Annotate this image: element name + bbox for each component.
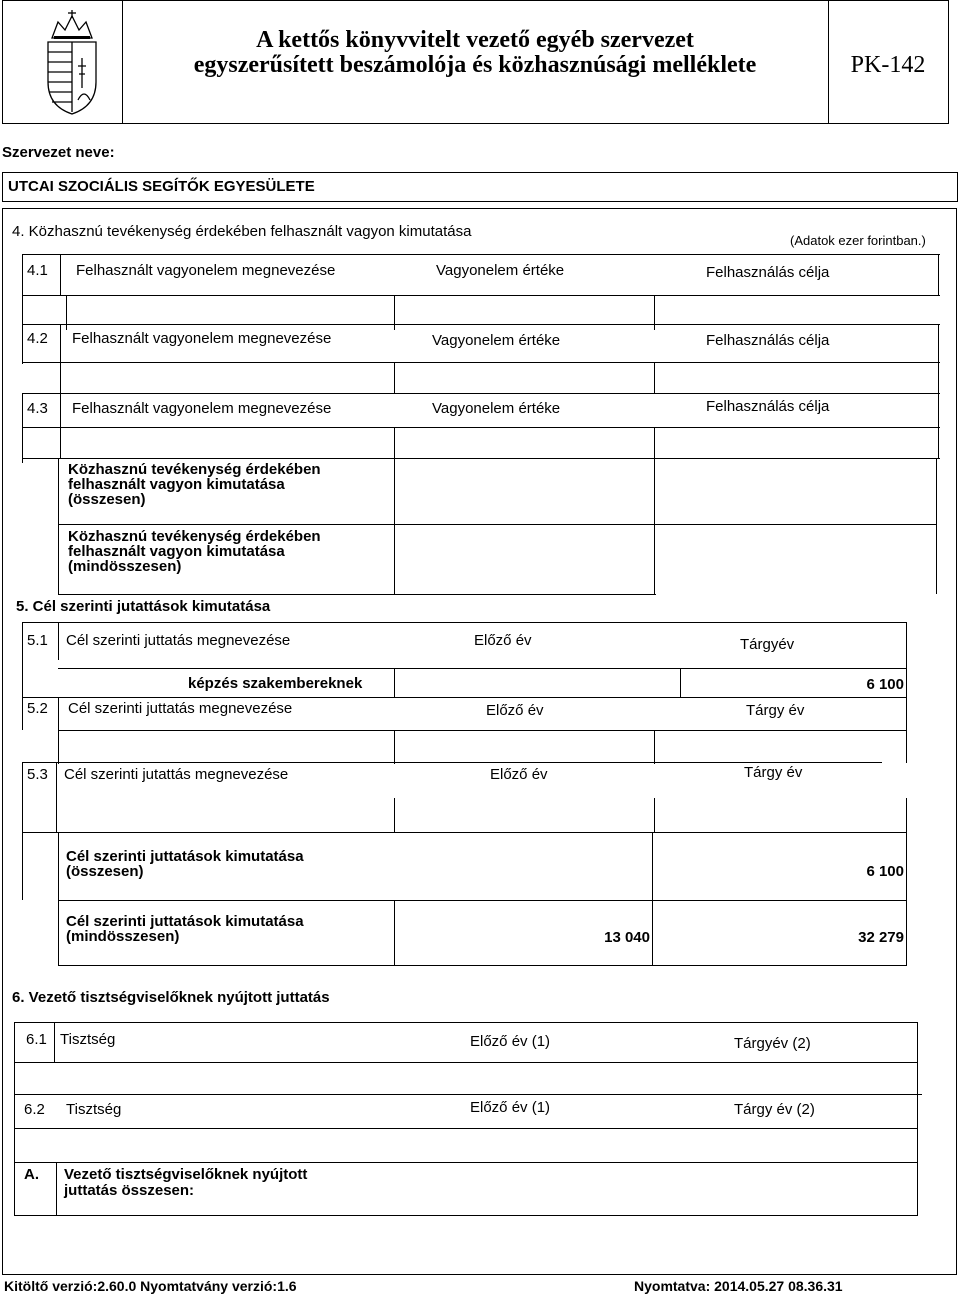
- row-5-2-current-header: Tárgy év: [746, 702, 805, 719]
- row-5-3-input[interactable]: [57, 799, 905, 831]
- row-5-2-prev-header: Előző év: [486, 702, 544, 719]
- section5-total-current: 6 100: [866, 863, 904, 880]
- section6-title: 6. Vezető tisztségviselőknek nyújtott juttatás: [12, 989, 330, 1006]
- row-6-1-prev-header: Előző év (1): [470, 1033, 551, 1050]
- section4-total-label-line3: (összesen): [68, 491, 146, 508]
- section6-total-label-line1: Vezető tisztségviselőknek nyújtott: [64, 1166, 308, 1183]
- row-5-1-number: 5.1: [27, 632, 48, 649]
- footer-version: Kitöltő verzió:2.60.0 Nyomtatvány verzió:1.6: [4, 1278, 297, 1294]
- section5-grand-total-current: 32 279: [858, 929, 904, 946]
- row-6-2-number: 6.2: [24, 1101, 45, 1118]
- row-4-1-number: 4.1: [27, 262, 48, 279]
- org-name-value: UTCAI SZOCIÁLIS SEGÍTŐK EGYESÜLETE: [8, 178, 315, 195]
- section5-title: 5. Cél szerinti jutattások kimutatása: [16, 598, 271, 615]
- section5-total-label-line1: Cél szerinti juttatások kimutatása: [66, 848, 304, 865]
- section5-grand-total-label-line2: (mindösszesen): [66, 928, 180, 945]
- row-5-2-number: 5.2: [27, 700, 48, 717]
- row-6-2-prev-header: Előző év (1): [470, 1099, 551, 1116]
- row-5-1-item-name[interactable]: képzés szakembereknek: [188, 675, 363, 692]
- row-5-1-name-header: Cél szerinti juttatás megnevezése: [66, 632, 291, 649]
- row-4-3-purpose-header: Felhasználás célja: [706, 398, 830, 415]
- row-6-1-position-header: Tisztség: [60, 1031, 116, 1048]
- section5-total-label-line2: (összesen): [66, 863, 144, 880]
- section4-grand-total-label-line2: felhasznált vagyon kimutatása: [68, 543, 285, 560]
- row-6-1-number: 6.1: [26, 1031, 47, 1048]
- row-5-2-name-header: Cél szerinti juttatás megnevezése: [68, 700, 293, 717]
- row-4-1-name-header: Felhasznált vagyonelem megnevezése: [76, 262, 336, 279]
- row-4-3-number: 4.3: [27, 400, 48, 417]
- row-6-2-position-header: Tisztség: [66, 1101, 122, 1118]
- unit-note: (Adatok ezer forintban.): [790, 233, 926, 248]
- row-6-2-input[interactable]: [15, 1129, 917, 1161]
- section5-grand-total-prev: 13 040: [604, 929, 650, 946]
- form-title-line1: A kettős könyvvitelt vezető egyéb szervezet: [256, 27, 694, 53]
- section5-grand-total-label-line1: Cél szerinti juttatások kimutatása: [66, 913, 304, 930]
- section6-total-number: A.: [24, 1166, 39, 1183]
- row-5-3-name-header: Cél szerinti jutattás megnevezése: [64, 766, 289, 783]
- row-4-2-purpose-header: Felhasználás célja: [706, 332, 830, 349]
- section6-total-label-line2: juttatás összesen:: [64, 1182, 195, 1199]
- org-name-label: Szervezet neve:: [2, 144, 115, 161]
- section4-title: 4. Közhasznú tevékenység érdekében felhasznált vagyon kimutatása: [12, 223, 472, 240]
- footer-printed: Nyomtatva: 2014.05.27 08.36.31: [634, 1278, 843, 1294]
- form-code: PK-142: [850, 52, 926, 78]
- section4-total-label-line2: felhasznált vagyon kimutatása: [68, 476, 285, 493]
- row-6-2-current-header: Tárgy év (2): [734, 1101, 815, 1118]
- row-4-3-name-header: Felhasznált vagyonelem megnevezése: [72, 400, 332, 417]
- form-title-line2: egyszerűsített beszámolója és közhasznúsági melléklete: [193, 52, 757, 78]
- row-5-1-prev-header: Előző év: [474, 632, 532, 649]
- row-4-3-value-header: Vagyonelem értéke: [432, 400, 561, 417]
- row-5-3-prev-header: Előző év: [490, 766, 548, 783]
- row-5-1-current-header: Tárgyév: [740, 636, 795, 653]
- row-5-3-number: 5.3: [27, 766, 48, 783]
- section4-grand-total-label-line1: Közhasznú tevékenység érdekében: [68, 528, 321, 545]
- row-5-2-input[interactable]: [59, 731, 905, 763]
- row-4-1-value-header: Vagyonelem értéke: [436, 262, 565, 279]
- row-4-2-input[interactable]: [61, 363, 937, 393]
- row-4-3-input[interactable]: [61, 428, 937, 458]
- section4-total-label-line1: Közhasznú tevékenység érdekében: [68, 461, 321, 478]
- row-4-1-purpose-header: Felhasználás célja: [706, 264, 830, 281]
- row-4-2-name-header: Felhasznált vagyonelem megnevezése: [72, 330, 332, 347]
- coat-of-arms-icon: [38, 8, 106, 116]
- row-4-2-number: 4.2: [27, 330, 48, 347]
- row-6-1-current-header: Tárgyév (2): [734, 1035, 811, 1052]
- row-4-2-value-header: Vagyonelem értéke: [432, 332, 561, 349]
- section4-grand-total-label-line3: (mindösszesen): [68, 558, 182, 575]
- row-6-1-input[interactable]: [15, 1063, 917, 1093]
- header-divider-left: [122, 0, 123, 124]
- row-5-3-current-header: Tárgy év: [744, 764, 803, 781]
- row-5-1-item-current[interactable]: 6 100: [866, 676, 904, 693]
